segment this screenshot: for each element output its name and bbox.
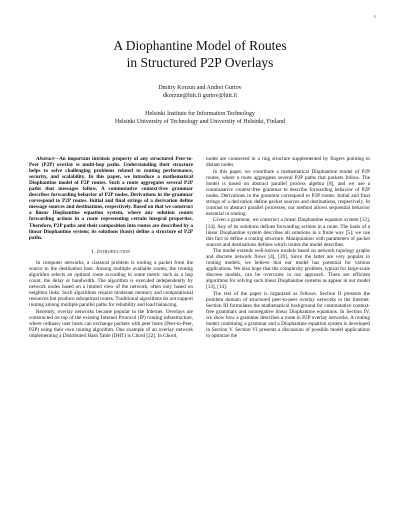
right-paragraph-1: nodes are connected in a ring structure supplemented by fingers pointing to distant nodes. bbox=[206, 156, 370, 169]
left-column bbox=[29, 156, 193, 339]
intro-paragraph-1: In computer networks, a classical problem is routing a packet from the source to the destination host. Among multiple available routes, the routing algorithm selects an optimal route according to some metric such as a hop count, the delay or bandwidth. The algorithm is executed independently by network nodes based on a limited view of the network, often only based on neighbor links. Such algorithms require moderate memory and computational resources but produce suboptimal routes. Traditional algorithms do not support routing among multiple parallel paths for reliability and load balancing. bbox=[29, 259, 193, 309]
intro-paragraph-2: Recently, overlay networks became popular in the Internet. Overlays are constructed on top of the existing Internet Protocol (IP) routing infrastructure, where ordinary user hosts can exchange packets with peer hosts (Peer-to-Peer, P2P) using their own routing algorithm. One example of an overlay network implementing a Distributed Hash Table (DHT) is Chord [22]. In Chord, bbox=[29, 308, 193, 339]
paper-title bbox=[0, 38, 400, 71]
title-line-2: in Structured P2P Overlays bbox=[126, 54, 274, 70]
affiliation-line-1: Helsinki Institute for Information Technology bbox=[145, 111, 255, 117]
right-paragraph-5: The rest of the paper is organized as follows. Section II presents the problem domain of structured peer-to-peer overlay networks in the Internet. Section III formulates the mathematical background for commutative context-free grammars and nonnegative linear Diophantine equations. In Section IV, we show how a grammar describes a route in P2P overlay networks. A routing model combining a grammar and a Diophantine equation system is developed in Section V. Section VI presents a discussion of possible model applications to optimize the bbox=[206, 291, 370, 340]
right-paragraph-4: The model extends well-known models based on network topology graphs and discrete network flows [4], [20]. Since the latter are very popular in routing models, we believe that our model has potential for various applications. We also hope that the complexity problem, typical for large-scale discrete models, can be overcome in our approach. There are efficient algorithms for solving such linear Diophantine systems as appear in our model [13], [14]. bbox=[206, 248, 370, 291]
title-line-1: A Diophantine Model of Routes bbox=[113, 38, 287, 53]
authors-block bbox=[0, 84, 400, 100]
abstract bbox=[29, 156, 193, 241]
abstract-label: Abstract— bbox=[36, 156, 60, 162]
right-column bbox=[206, 156, 370, 339]
abstract-text: An important intrinsic property of any structured Peer-to-Peer (P2P) overlay is multi-hop paths. Understanding their structure helps to solve challenging problems related to routing performance, security, and scalability. In this paper, we introduce a mathematical Diophantine model of P2P routes. Such a route aggregates several P2P paths that messages follow. A commutative context-free grammar describes forwarding behavior of P2P nodes. Derivations in the grammar correspond to P2P routes. Initial and final strings of a derivation define message sources and destinations, respectively. Based on that we construct a linear Diophantine equation system, where any solution counts forwarding actions in a route representing certain integral properties. Therefore, P2P paths and their composition into routes are described by a linear Diophantine system; its solutions (basis) define a structure of P2P paths. bbox=[29, 156, 193, 241]
page-number: 1 bbox=[373, 14, 376, 19]
affiliation-block bbox=[0, 110, 400, 126]
affiliation-line-2: Helsinki University of Technology and University of Helsinki, Finland bbox=[115, 119, 285, 125]
right-paragraph-3: Given a grammar, we construct a linear Diophantine equation system [12], [14]. Any of its solutions defines forwarding actions in a route. The basis of a linear Diophantine system describes all solutions in a finite way [5]; we use this fact to define a routing structure. Manipulation with parameters of packet sources and destinations defines which routes the model describes. bbox=[206, 217, 370, 248]
right-paragraph-2: In this paper, we contribute a mathematical Diophantine model of P2P routes, where a route aggregates several P2P paths that packets follow. The model is based on abstract parallel process algebra [8], and we use a commutative context-free grammar to describe forwarding behavior of P2P nodes. Derivations in the grammar correspond to P2P routes. Initial and final strings of a derivation define packet sources and destinations, respectively. In contrast to abstract parallel processes, our method allows sequential behavior essential in routing. bbox=[206, 168, 370, 217]
section-heading-introduction: I. Introduction bbox=[91, 248, 131, 255]
author-names: Dmitry Korzun and Andrei Gurtov bbox=[158, 85, 242, 91]
author-emails: dkorzun@hiit.fi gurtov@hiit.fi bbox=[162, 93, 238, 99]
